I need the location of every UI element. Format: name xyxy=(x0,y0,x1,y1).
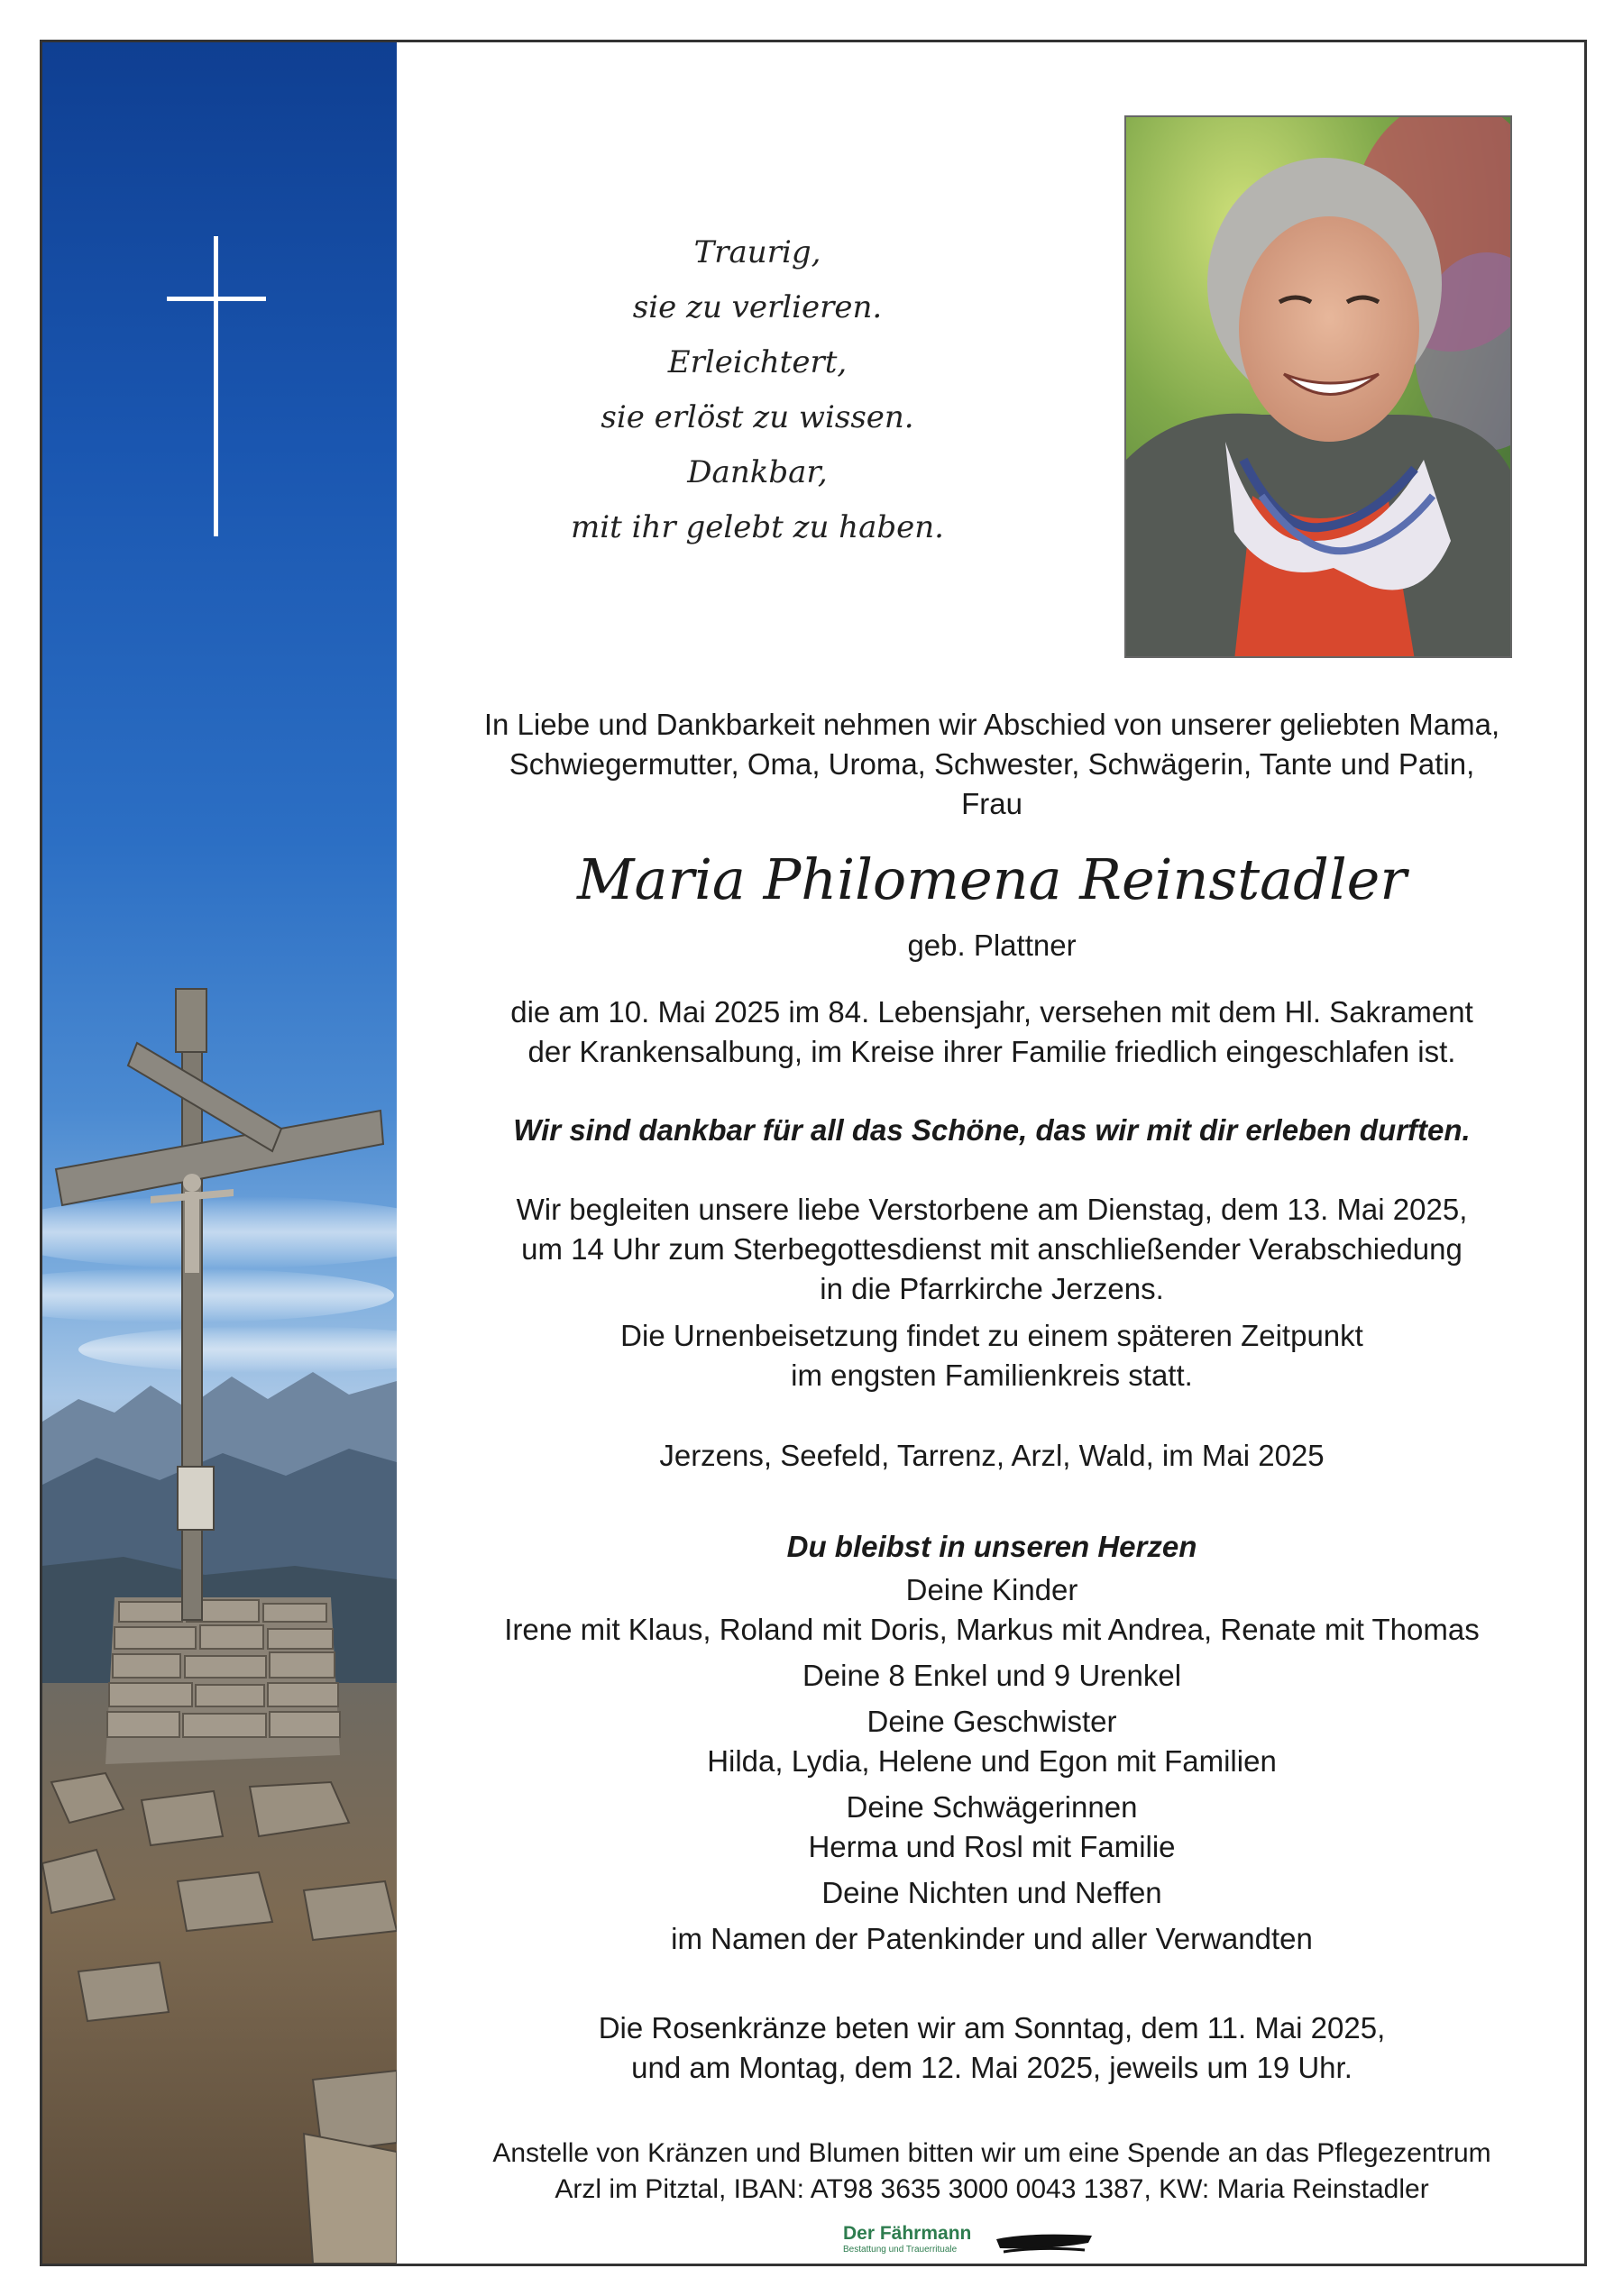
portrait-photo xyxy=(1124,115,1512,658)
intro-line: In Liebe und Dankbarkeit nehmen wir Abschied von unserer geliebten Mama, xyxy=(483,708,1500,741)
mourner-heading: Deine 8 Enkel und 9 Urenkel xyxy=(802,1659,1182,1692)
summit-cross-photo xyxy=(42,42,397,2264)
urn-line: im engsten Familienkreis statt. xyxy=(791,1358,1193,1392)
mourner-group xyxy=(397,1570,1587,1650)
mourner-names: Irene mit Klaus, Roland mit Doris, Markus mit Andrea, Renate mit Thomas xyxy=(504,1613,1480,1646)
mourner-group xyxy=(397,1702,1587,1781)
donation-line: Arzl im Pitztal, IBAN: AT98 3635 3000 0043 1387, KW: Maria Reinstadler xyxy=(555,2174,1429,2204)
death-line: die am 10. Mai 2025 im 84. Lebensjahr, versehen mit dem Hl. Sakrament xyxy=(510,995,1473,1029)
thanks-line: Wir sind dankbar für all das Schöne, das wir mit dir erleben durften. xyxy=(513,1113,1471,1147)
mourner-heading: Deine Geschwister xyxy=(867,1705,1117,1738)
urn-info xyxy=(397,1316,1587,1395)
urn-line: Die Urnenbeisetzung findet zu einem späteren Zeitpunkt xyxy=(620,1319,1363,1352)
rosary-line: Die Rosenkränze beten wir am Sonntag, dem 11. Mai 2025, xyxy=(598,2011,1386,2044)
poem-line: sie zu verlieren. xyxy=(632,289,883,325)
deceased-name: Maria Philomena Reinstadler xyxy=(577,846,1407,912)
mourners-list xyxy=(397,1570,1587,1965)
mourner-group xyxy=(397,1788,1587,1867)
mourner-group xyxy=(397,1873,1587,1913)
funeral-line: Wir begleiten unsere liebe Verstorbene am Dienstag, dem 13. Mai 2025, xyxy=(516,1193,1468,1226)
death-line: der Krankensalbung, im Kreise ihrer Familie friedlich eingeschlafen ist. xyxy=(527,1035,1456,1068)
logo-brand: Der Fährmann xyxy=(843,2223,972,2244)
intro-line: Frau xyxy=(961,787,1022,820)
funeral-home-logo xyxy=(843,2223,1114,2261)
death-notice xyxy=(397,992,1587,1072)
donation-info xyxy=(397,2136,1587,2208)
boat-icon xyxy=(995,2227,1094,2257)
rosary-info xyxy=(397,2008,1587,2088)
mourner-heading: Deine Kinder xyxy=(905,1573,1078,1606)
mourner-names: Herma und Rosl mit Familie xyxy=(808,1830,1176,1863)
funeral-line: um 14 Uhr zum Sterbegottesdienst mit anschließender Verabschiedung xyxy=(521,1232,1463,1266)
poem-line: Dankbar, xyxy=(687,454,828,490)
poem xyxy=(505,225,1010,555)
place-date: Jerzens, Seefeld, Tarrenz, Arzl, Wald, im Mai 2025 xyxy=(659,1439,1325,1472)
mourner-heading: Deine Nichten und Neffen xyxy=(821,1876,1162,1909)
rosary-line: und am Montag, dem 12. Mai 2025, jeweils um 19 Uhr. xyxy=(631,2051,1352,2084)
mourner-heading: im Namen der Patenkinder und aller Verwandten xyxy=(671,1922,1313,1955)
intro-text xyxy=(397,705,1587,824)
poem-line: Traurig, xyxy=(693,234,821,270)
mourner-group xyxy=(397,1656,1587,1696)
birth-name: geb. Plattner xyxy=(907,928,1077,962)
funeral-info xyxy=(397,1190,1587,1309)
logo-tagline: Bestattung und Trauerrituale xyxy=(843,2245,958,2255)
funeral-line: in die Pfarrkirche Jerzens. xyxy=(820,1272,1164,1305)
intro-line: Schwiegermutter, Oma, Uroma, Schwester, Schwägerin, Tante und Patin, xyxy=(509,747,1475,781)
donation-line: Anstelle von Kränzen und Blumen bitten wir um eine Spende an das Pflegezentrum xyxy=(492,2138,1491,2168)
poem-line: Erleichtert, xyxy=(667,344,848,380)
poem-line: mit ihr gelebt zu haben. xyxy=(571,509,944,545)
mourner-heading: Deine Schwägerinnen xyxy=(846,1790,1138,1824)
closing-line: Du bleibst in unseren Herzen xyxy=(786,1530,1197,1563)
mourner-group xyxy=(397,1919,1587,1959)
mourner-names: Hilda, Lydia, Helene und Egon mit Familien xyxy=(707,1744,1277,1778)
poem-line: sie erlöst zu wissen. xyxy=(601,399,914,435)
